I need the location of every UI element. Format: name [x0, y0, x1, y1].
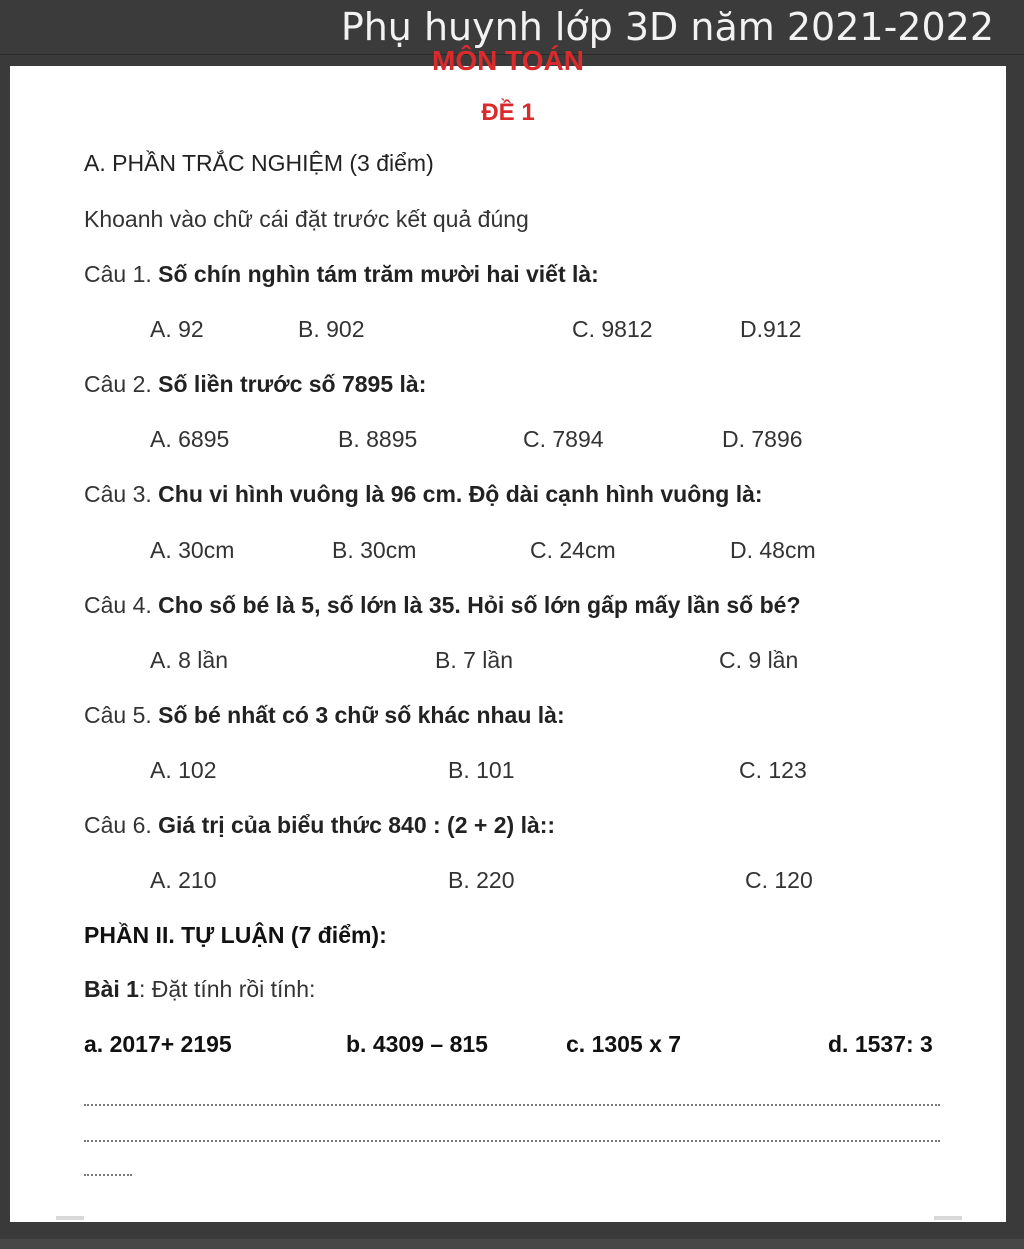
question-5: [84, 700, 565, 730]
question-6-prefix: Câu 6.: [84, 812, 159, 838]
question-1: [84, 259, 599, 289]
q6-option-c: C. 120: [745, 867, 813, 893]
q5-option-a: A. 102: [150, 757, 217, 783]
q4-option-b: B. 7 lần: [435, 647, 513, 673]
question-2: [84, 369, 426, 399]
question-1-text: Số chín nghìn tám trăm mười hai viết là:: [158, 261, 599, 287]
calc-item-b: b. 4309 – 815: [346, 1031, 488, 1057]
q4-option-a: A. 8 lần: [150, 647, 228, 673]
calc-item-d: d. 1537: 3: [828, 1031, 933, 1057]
question-3: [84, 479, 763, 509]
q2-option-d: D. 7896: [722, 426, 803, 452]
question-5-prefix: Câu 5.: [84, 702, 159, 728]
bottom-bar: [0, 1222, 1024, 1249]
question-6-text: Giá trị của biểu thức 840 : (2 + 2) là::: [158, 812, 556, 838]
q3-option-d: D. 48cm: [730, 537, 816, 563]
exercise-1-label: Bài 1: [84, 976, 139, 1002]
q1-option-c: C. 9812: [572, 316, 653, 342]
q1-option-d: D.912: [740, 316, 802, 342]
question-1-prefix: Câu 1.: [84, 261, 159, 287]
q3-option-b: B. 30cm: [332, 537, 417, 563]
page-corner-left: [56, 1216, 84, 1220]
q5-option-c: C. 123: [739, 757, 807, 783]
question-4: [84, 590, 801, 620]
question-6: [84, 810, 555, 840]
question-5-text: Số bé nhất có 3 chữ số khác nhau là:: [158, 702, 565, 728]
q2-option-a: A. 6895: [150, 426, 230, 452]
bottom-scroll-strip[interactable]: [0, 1239, 1024, 1249]
question-3-prefix: Câu 3.: [84, 481, 159, 507]
exam-label: ĐỀ 1: [481, 99, 535, 126]
window-title: Phụ huynh lớp 3D năm 2021-2022: [340, 5, 994, 49]
answer-dotted-line-1: [84, 1104, 940, 1106]
part1-title: A. PHẦN TRẮC NGHIỆM (3 điểm): [84, 150, 434, 176]
answer-dotted-line-2: [84, 1140, 940, 1142]
calc-item-c: c. 1305 x 7: [566, 1031, 682, 1057]
page-corner-right: [934, 1216, 962, 1220]
question-2-prefix: Câu 2.: [84, 371, 159, 397]
q2-option-c: C. 7894: [523, 426, 604, 452]
document-page[interactable]: [10, 45, 1006, 1222]
q1-option-a: A. 92: [150, 316, 204, 342]
q4-option-c: C. 9 lần: [719, 647, 799, 673]
calc-item-a: a. 2017+ 2195: [84, 1031, 232, 1057]
answer-dotted-line-3: [84, 1174, 132, 1176]
q6-option-a: A. 210: [150, 867, 217, 893]
question-2-text: Số liền trước số 7895 là:: [158, 371, 427, 397]
q6-option-b: B. 220: [448, 867, 515, 893]
part2-title: PHẦN II. TỰ LUẬN (7 điểm):: [84, 922, 387, 948]
question-3-text: Chu vi hình vuông là 96 cm. Độ dài cạnh hình vuông là:: [158, 481, 763, 507]
exercise-1: [84, 974, 315, 1004]
q3-option-c: C. 24cm: [530, 537, 616, 563]
exercise-1-text: : Đặt tính rồi tính:: [138, 976, 316, 1002]
question-4-text: Cho số bé là 5, số lớn là 35. Hỏi số lớn gấp mấy lần số bé?: [158, 592, 801, 618]
part1-instruction: Khoanh vào chữ cái đặt trước kết quả đúng: [84, 206, 529, 232]
q1-option-b: B. 902: [298, 316, 365, 342]
q2-option-b: B. 8895: [338, 426, 418, 452]
q3-option-a: A. 30cm: [150, 537, 235, 563]
subject-heading: MÔN TOÁN: [432, 45, 584, 76]
q5-option-b: B. 101: [448, 757, 515, 783]
question-4-prefix: Câu 4.: [84, 592, 159, 618]
